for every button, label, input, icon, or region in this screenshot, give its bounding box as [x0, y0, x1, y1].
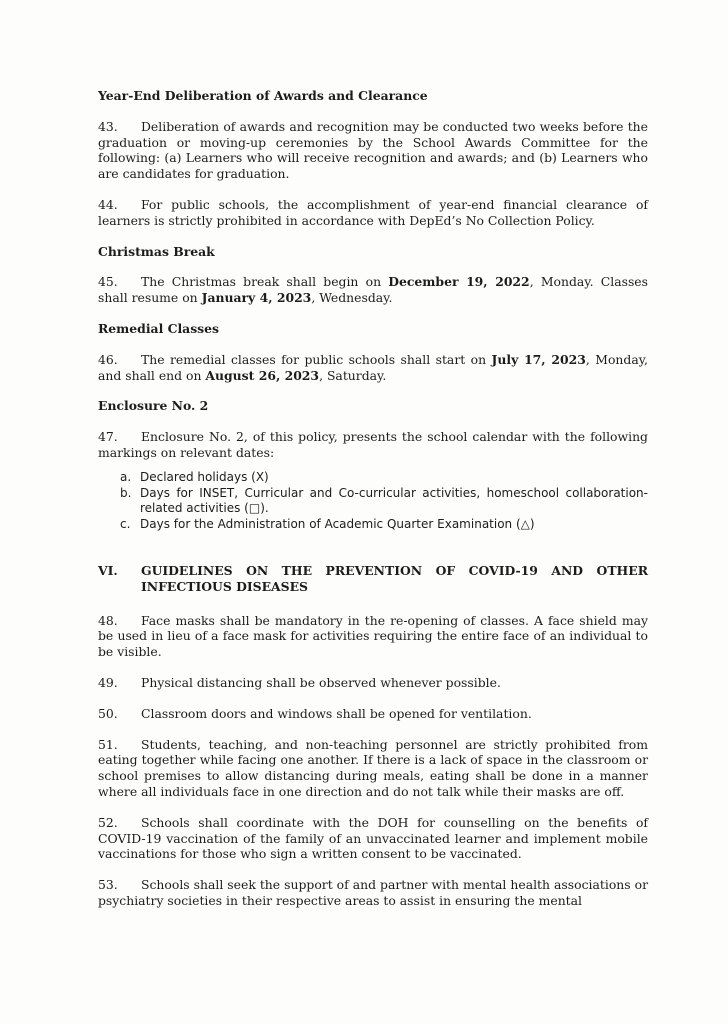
paragraph-number: 52. [98, 814, 118, 830]
paragraph-number: 44. [98, 196, 118, 212]
paragraph-number: 48. [98, 612, 118, 628]
paragraph-text: Physical distancing shall be observed whenever possible. [141, 674, 501, 690]
paragraph-text: Schools shall coordinate with the DOH for counselling on the benefits of COVID-19 vaccination of the family of an unvaccinated learner and implement mobile vaccinations for those who sign a written consent to be vaccinated. [98, 814, 648, 862]
paragraph-48 [98, 613, 648, 660]
paragraph-text: Deliberation of awards and recognition may be conducted two weeks before the graduation or moving-up ceremonies by the School Awards Committee for the following: (a) Learners who will receive recognition and awards; and (b) Learners who are candidates for graduation. [98, 118, 648, 182]
paragraph-number: 53. [98, 877, 118, 893]
list-text: Days for INSET, Curricular and Co-curricular activities, homeschool collaboration-related activities (□). [140, 485, 648, 516]
list-text: Days for the Administration of Academic Quarter Examination (△) [140, 517, 535, 532]
markings-list [120, 470, 648, 533]
date-end: August 26, 2023 [205, 367, 320, 383]
paragraph-text: The Christmas break shall begin on [141, 274, 389, 290]
paragraph-number: 49. [98, 674, 118, 690]
paragraph-text: Classroom doors and windows shall be opened for ventilation. [141, 705, 532, 721]
heading-remedial-classes: Remedial Classes [98, 320, 220, 336]
paragraph-text: , Monday. Classes shall resume on [98, 274, 648, 306]
paragraph-text: Face masks shall be mandatory in the re-opening of classes. A face shield may be used in lieu of a face mask for activities requiring the entire face of an individual to be visible. [98, 612, 648, 660]
paragraph-52 [98, 815, 648, 862]
paragraph-45 [98, 274, 648, 306]
paragraph-50 [98, 706, 648, 722]
paragraph-number: 47. [98, 429, 118, 445]
paragraph-53 [98, 877, 648, 909]
paragraph-text: Schools shall seek the support of and partner with mental health associations or psychiatry societies in their respective areas to assist in ensuring the mental [98, 877, 648, 908]
paragraph-text: , Wednesday. [311, 290, 393, 306]
paragraph-43 [98, 119, 648, 182]
paragraph-text: , Saturday. [319, 367, 387, 383]
section-title-line-2: INFECTIOUS DISEASES [141, 578, 308, 594]
list-item [120, 486, 648, 518]
paragraph-46 [98, 352, 648, 384]
section-heading-vi [98, 563, 648, 595]
date-start: July 17, 2023 [491, 351, 586, 367]
paragraph-text: For public schools, the accomplishment of year-end financial clearance of learners is strictly prohibited in accordance with DepEd’s No Collection Policy. [98, 196, 648, 228]
paragraph-text: The remedial classes for public schools shall start on [141, 351, 492, 367]
list-letter: b. [120, 485, 132, 500]
paragraph-text: Students, teaching, and non-teaching personnel are strictly prohibited from eating together while facing one another. If there is a lack of space in the classroom or school premises to allow distancing during meals, eating shall be done in a manner where all individuals face in one direction and do not talk while their masks are off. [98, 736, 648, 799]
paragraph-text: Enclosure No. 2, of this policy, presents the school calendar with the following markings on relevant dates: [98, 429, 648, 460]
section-title [141, 563, 648, 595]
paragraph-number: 46. [98, 351, 118, 367]
list-letter: a. [120, 469, 132, 484]
heading-year-end: Year-End Deliberation of Awards and Clearance [98, 88, 428, 103]
paragraph-47 [98, 429, 648, 461]
list-item [120, 517, 648, 533]
date-resume: January 4, 2023 [201, 290, 312, 306]
date-start: December 19, 2022 [388, 274, 530, 290]
paragraph-51 [98, 737, 648, 800]
paragraph-number: 43. [98, 118, 118, 134]
list-text: Declared holidays (X) [140, 469, 269, 484]
paragraph-44 [98, 197, 648, 229]
paragraph-number: 50. [98, 705, 118, 721]
heading-enclosure-2: Enclosure No. 2 [98, 398, 209, 414]
paragraph-49 [98, 675, 648, 691]
list-letter: c. [120, 517, 131, 532]
section-number: VI. [98, 562, 118, 578]
paragraph-number: 51. [98, 736, 118, 752]
paragraph-number: 45. [98, 274, 118, 290]
paragraph-text: , Monday, and shall end on [98, 351, 648, 383]
heading-christmas-break: Christmas Break [98, 243, 215, 259]
list-item [120, 470, 648, 486]
section-title-line-1: GUIDELINES ON THE PREVENTION OF COVID-19 AND OTHER [141, 562, 648, 578]
